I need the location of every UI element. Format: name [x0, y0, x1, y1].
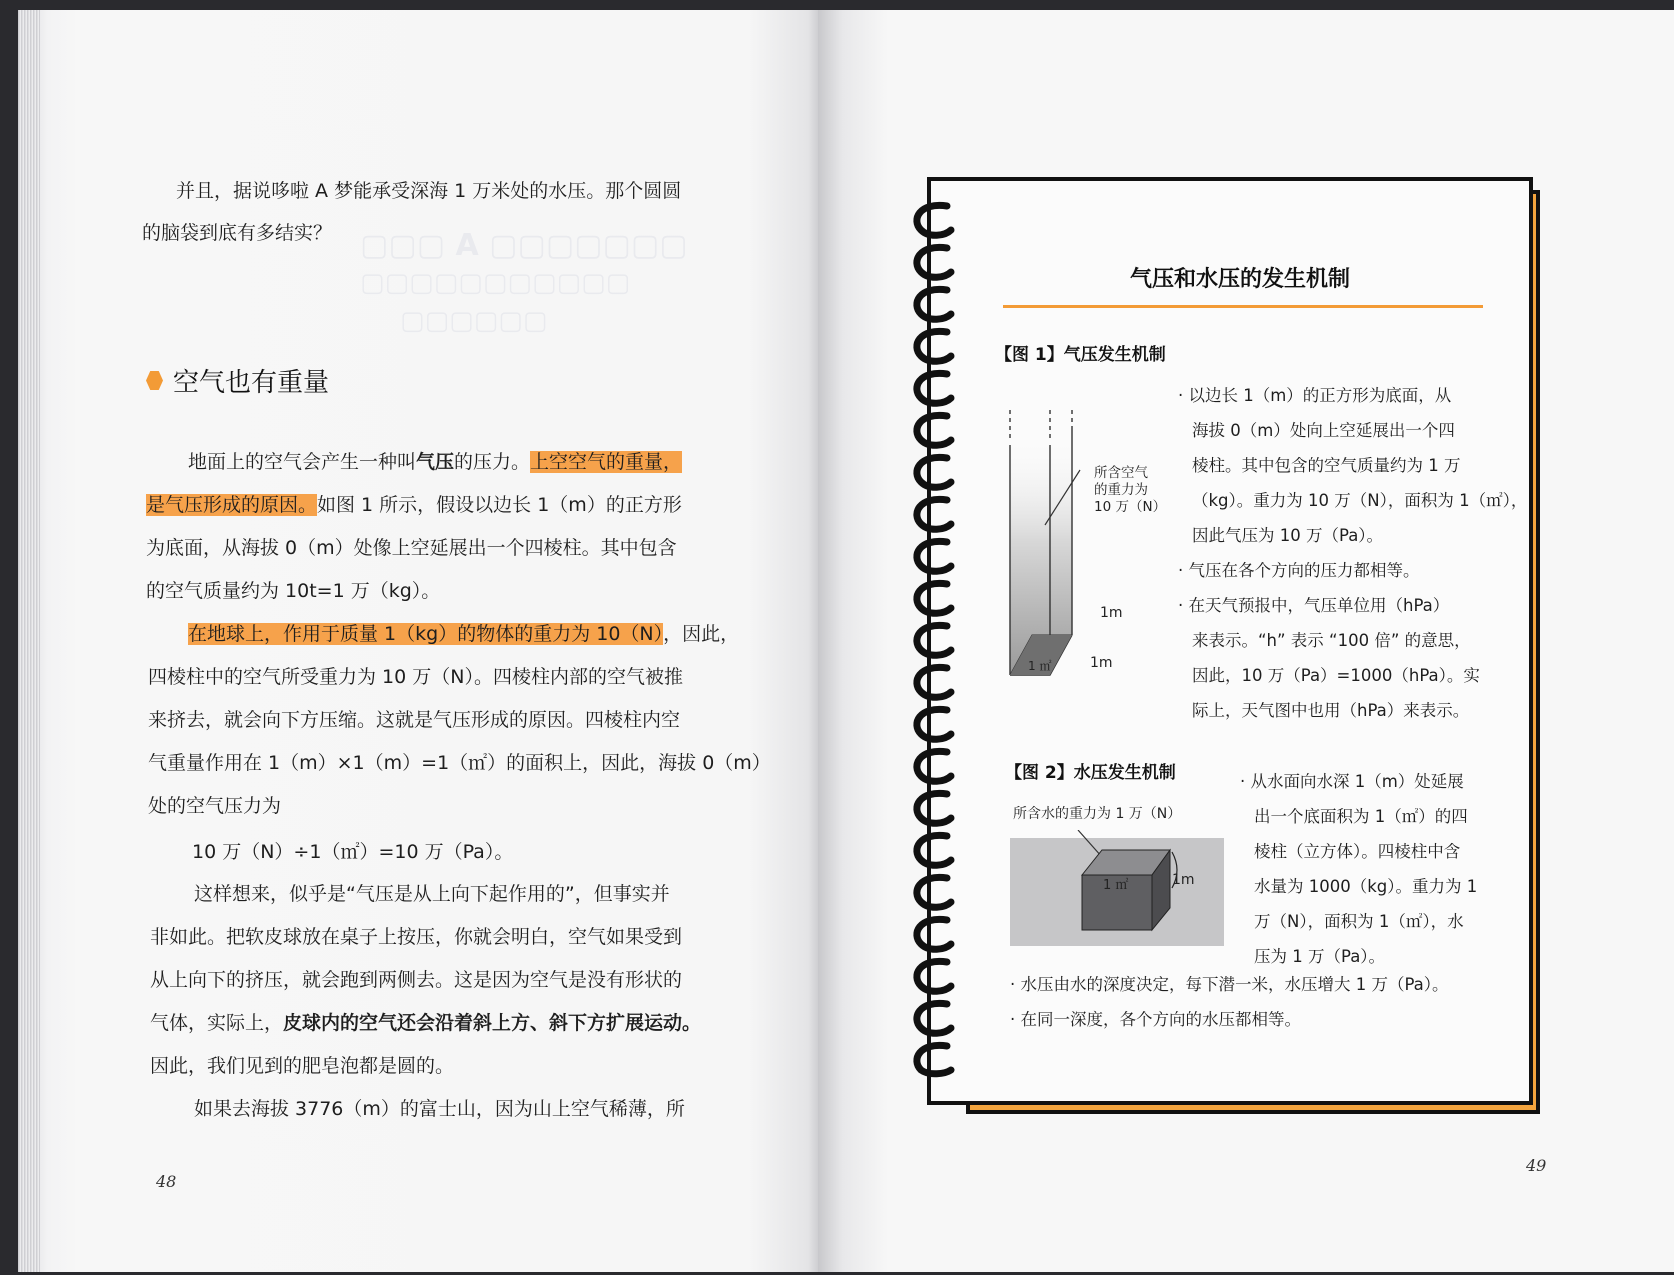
- figure-2-cube-area: 1 ㎡: [1103, 878, 1129, 893]
- bullet-line: · 气压在各个方向的压力都相等。: [1178, 561, 1420, 580]
- bullet-line: 棱柱。其中包含的空气质量约为 1 万: [1192, 456, 1461, 475]
- paragraph-1-line-4: 的空气质量约为 10t=1 万（kg）。: [146, 580, 441, 602]
- right-page-number: 49: [1526, 1156, 1547, 1175]
- figure-2-cube-height: 1m: [1172, 872, 1195, 888]
- bullet-line: （kg）。重力为 10 万（N），面积为 1（㎡），: [1192, 491, 1528, 510]
- figure-1-heading: 【图 1】气压发生机制: [995, 345, 1166, 365]
- bullet-line: 来表示。“h” 表示 “100 倍” 的意思，: [1192, 631, 1471, 650]
- left-page-number: 48: [156, 1172, 177, 1191]
- figure-1-depth-dimension: 1m: [1090, 655, 1113, 671]
- bullet-line: 海拔 0（m）处向上空延展出一个四: [1192, 421, 1455, 440]
- page-edge-stack: [18, 10, 40, 1272]
- paragraph-2-line-2: 四棱柱中的空气所受重力为 10 万（N）。四棱柱内部的空气被推: [148, 666, 683, 688]
- paragraph-2-line-3: 来挤去，就会向下方压缩。这就是气压形成的原因。四棱柱内空: [148, 709, 681, 731]
- section-heading: [146, 362, 329, 399]
- air-column-diagram: [1000, 410, 1100, 685]
- bullet-line: 压为 1 万（Pa）。: [1254, 947, 1386, 966]
- highlight: 在地球上，作用于质量 1（kg）的物体的重力为 10（N）: [188, 623, 664, 645]
- hexagon-bullet-icon: [146, 371, 163, 390]
- bullet-line: 水量为 1000（kg）。重力为 1: [1254, 877, 1478, 896]
- figure-1-label: 所含空气 的重力为 10 万（N）: [1094, 465, 1167, 515]
- paragraph-3-line-2: 非如此。把软皮球放在桌子上按压，你就会明白，空气如果受到: [150, 926, 683, 948]
- paragraph-3-line-1: 这样想来，似乎是“气压是从上向下起作用的”，但事实并: [194, 883, 670, 905]
- panel-title: 气压和水压的发生机制: [1130, 267, 1351, 292]
- figure-2-label: 所含水的重力为 1 万（N）: [1013, 806, 1182, 822]
- paragraph-3-line-4: 气体，实际上，皮球内的空气还会沿着斜上方、斜下方扩展运动。: [150, 1012, 702, 1034]
- intro-line-1: 并且，据说哆啦 A 梦能承受深海 1 万米处的水压。那个圆圆: [176, 180, 682, 202]
- figure-1-base-area: 1 ㎡: [1028, 659, 1052, 673]
- paragraph-2-line-4: 气重量作用在 1（m）×1（m）=1（㎡）的面积上，因此，海拔 0（m）: [148, 752, 771, 774]
- paragraph-1-line-1: 地面上的空气会产生一种叫气压的压力。上空空气的重量，: [188, 451, 683, 473]
- bullet-line: 际上，天气图中也用（hPa）来表示。: [1192, 701, 1470, 720]
- figure-2-heading: 【图 2】水压发生机制: [1005, 763, 1176, 783]
- paragraph-4-line-1: 如果去海拔 3776（m）的富士山，因为山上空气稀薄，所: [194, 1098, 685, 1120]
- bold-term: 气压: [416, 451, 455, 473]
- highlight: 是气压形成的原因。: [146, 494, 318, 516]
- paragraph-3-line-3: 从上向下的挤压，就会跑到两侧去。这是因为空气是没有形状的: [150, 969, 683, 991]
- formula-line: 10 万（N）÷1（㎡）=10 万（Pa）。: [192, 841, 514, 863]
- bullet-line: · 以边长 1（m）的正方形为底面，从: [1178, 386, 1452, 405]
- bullet-line: 万（N），面积为 1（㎡），水: [1254, 912, 1464, 931]
- highlight: 上空空气的重量，: [530, 451, 683, 473]
- bullet-line: 因此，10 万（Pa）=1000（hPa）。实: [1192, 666, 1480, 685]
- intro-line-2: 的脑袋到底有多结实？: [142, 222, 333, 244]
- bullet-line: · 从水面向水深 1（m）处延展: [1240, 772, 1464, 791]
- title-underline: [1003, 305, 1483, 308]
- paragraph-1-line-3: 为底面，从海拔 0（m）处像上空延展出一个四棱柱。其中包含: [146, 537, 677, 559]
- bullet-line: · 在同一深度，各个方向的水压都相等。: [1010, 1010, 1301, 1029]
- figure-1-bullets: [1178, 378, 1527, 728]
- paragraph-2-line-5: 处的空气压力为: [148, 795, 282, 817]
- bullet-line: 出一个底面积为 1（㎡）的四: [1254, 807, 1468, 826]
- bullet-line: 棱柱（立方体）。四棱柱中含: [1254, 842, 1461, 861]
- spiral-binding-icon: [905, 200, 975, 1080]
- figure-1-height-dimension: 1m: [1100, 605, 1123, 621]
- figure-2-bullets: [1240, 764, 1477, 974]
- bullet-line: · 水压由水的深度决定，每下潜一米，水压增大 1 万（Pa）。: [1010, 975, 1449, 994]
- paragraph-2-line-1: 在地球上，作用于质量 1（kg）的物体的重力为 10（N），因此，: [188, 623, 740, 645]
- bullet-line: 因此气压为 10 万（Pa）。: [1192, 526, 1384, 545]
- paragraph-1-line-2: 是气压形成的原因。如图 1 所示，假设以边长 1（m）的正方形: [146, 494, 682, 516]
- paragraph-3-line-5: 因此，我们见到的肥皂泡都是圆的。: [150, 1055, 455, 1077]
- section-heading-text: 空气也有重量: [173, 368, 330, 398]
- figure-2-bottom-bullets: [1010, 967, 1449, 1037]
- bullet-line: · 在天气预报中，气压单位用（hPa）: [1178, 596, 1450, 615]
- bold-sentence: 皮球内的空气还会沿着斜上方、斜下方扩展运动。: [283, 1012, 702, 1034]
